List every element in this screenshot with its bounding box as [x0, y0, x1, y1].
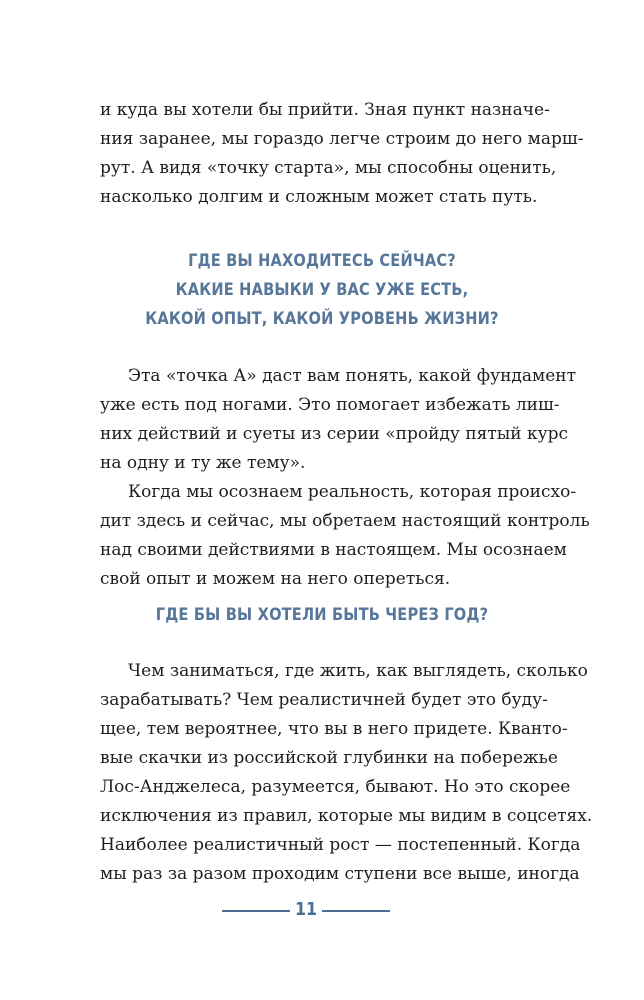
text-line: них действий и суеты из серии «пройду пятый курс	[100, 424, 569, 444]
text-line: дит здесь и сейчас, мы обретаем настоящий контроль	[100, 511, 590, 531]
text-line: мы раз за разом проходим ступени все выше, иногда	[100, 864, 580, 884]
text-line: Эта «точка А» даст вам понять, какой фундамент	[128, 366, 577, 386]
text-line: над своими действиями в настоящем. Мы осознаем	[100, 540, 567, 560]
text-line: Когда мы осознаем реальность, которая происхо-	[128, 482, 577, 502]
text-line: и куда вы хотели бы прийти. Зная пункт назначе-	[100, 100, 550, 120]
text-line: исключения из правил, которые мы видим в соцсетях.	[100, 806, 593, 826]
heading-line: ГДЕ БЫ ВЫ ХОТЕЛИ БЫТЬ ЧЕРЕЗ ГОД?	[155, 605, 489, 625]
text-line: вые скачки из российской глубинки на побережье	[100, 748, 558, 768]
footer-rule-right	[322, 910, 390, 912]
text-line: Наиболее реалистичный рост — постепенный. Когда	[100, 835, 581, 855]
text-line: свой опыт и можем на него опереться.	[100, 569, 451, 589]
text-line: ния заранее, мы гораздо легче строим до него марш-	[100, 129, 584, 149]
page-number: 11	[294, 899, 318, 920]
text-line: насколько долгим и сложным может стать путь.	[100, 187, 538, 207]
text-line: уже есть под ногами. Это помогает избежать лиш-	[100, 395, 560, 415]
text-line: зарабатывать? Чем реалистичней будет это буду-	[100, 690, 548, 710]
heading-line: ГДЕ ВЫ НАХОДИТЕСЬ СЕЙЧАС?	[188, 251, 456, 271]
text-line: на одну и ту же тему».	[100, 453, 306, 473]
text-line: Лос-Анджелеса, разумеется, бывают. Но это скорее	[100, 777, 571, 797]
page-footer	[0, 895, 644, 925]
text-line: щее, тем вероятнее, что вы в него придете. Кванто-	[100, 719, 568, 739]
heading-line: КАКОЙ ОПЫТ, КАКОЙ УРОВЕНЬ ЖИЗНИ?	[145, 309, 499, 329]
heading-line: КАКИЕ НАВЫКИ У ВАС УЖЕ ЕСТЬ,	[175, 280, 469, 300]
text-line: Чем заниматься, где жить, как выглядеть, сколько	[128, 661, 588, 681]
footer-rule-left	[222, 910, 290, 912]
text-line: рут. А видя «точку старта», мы способны оценить,	[100, 158, 557, 178]
